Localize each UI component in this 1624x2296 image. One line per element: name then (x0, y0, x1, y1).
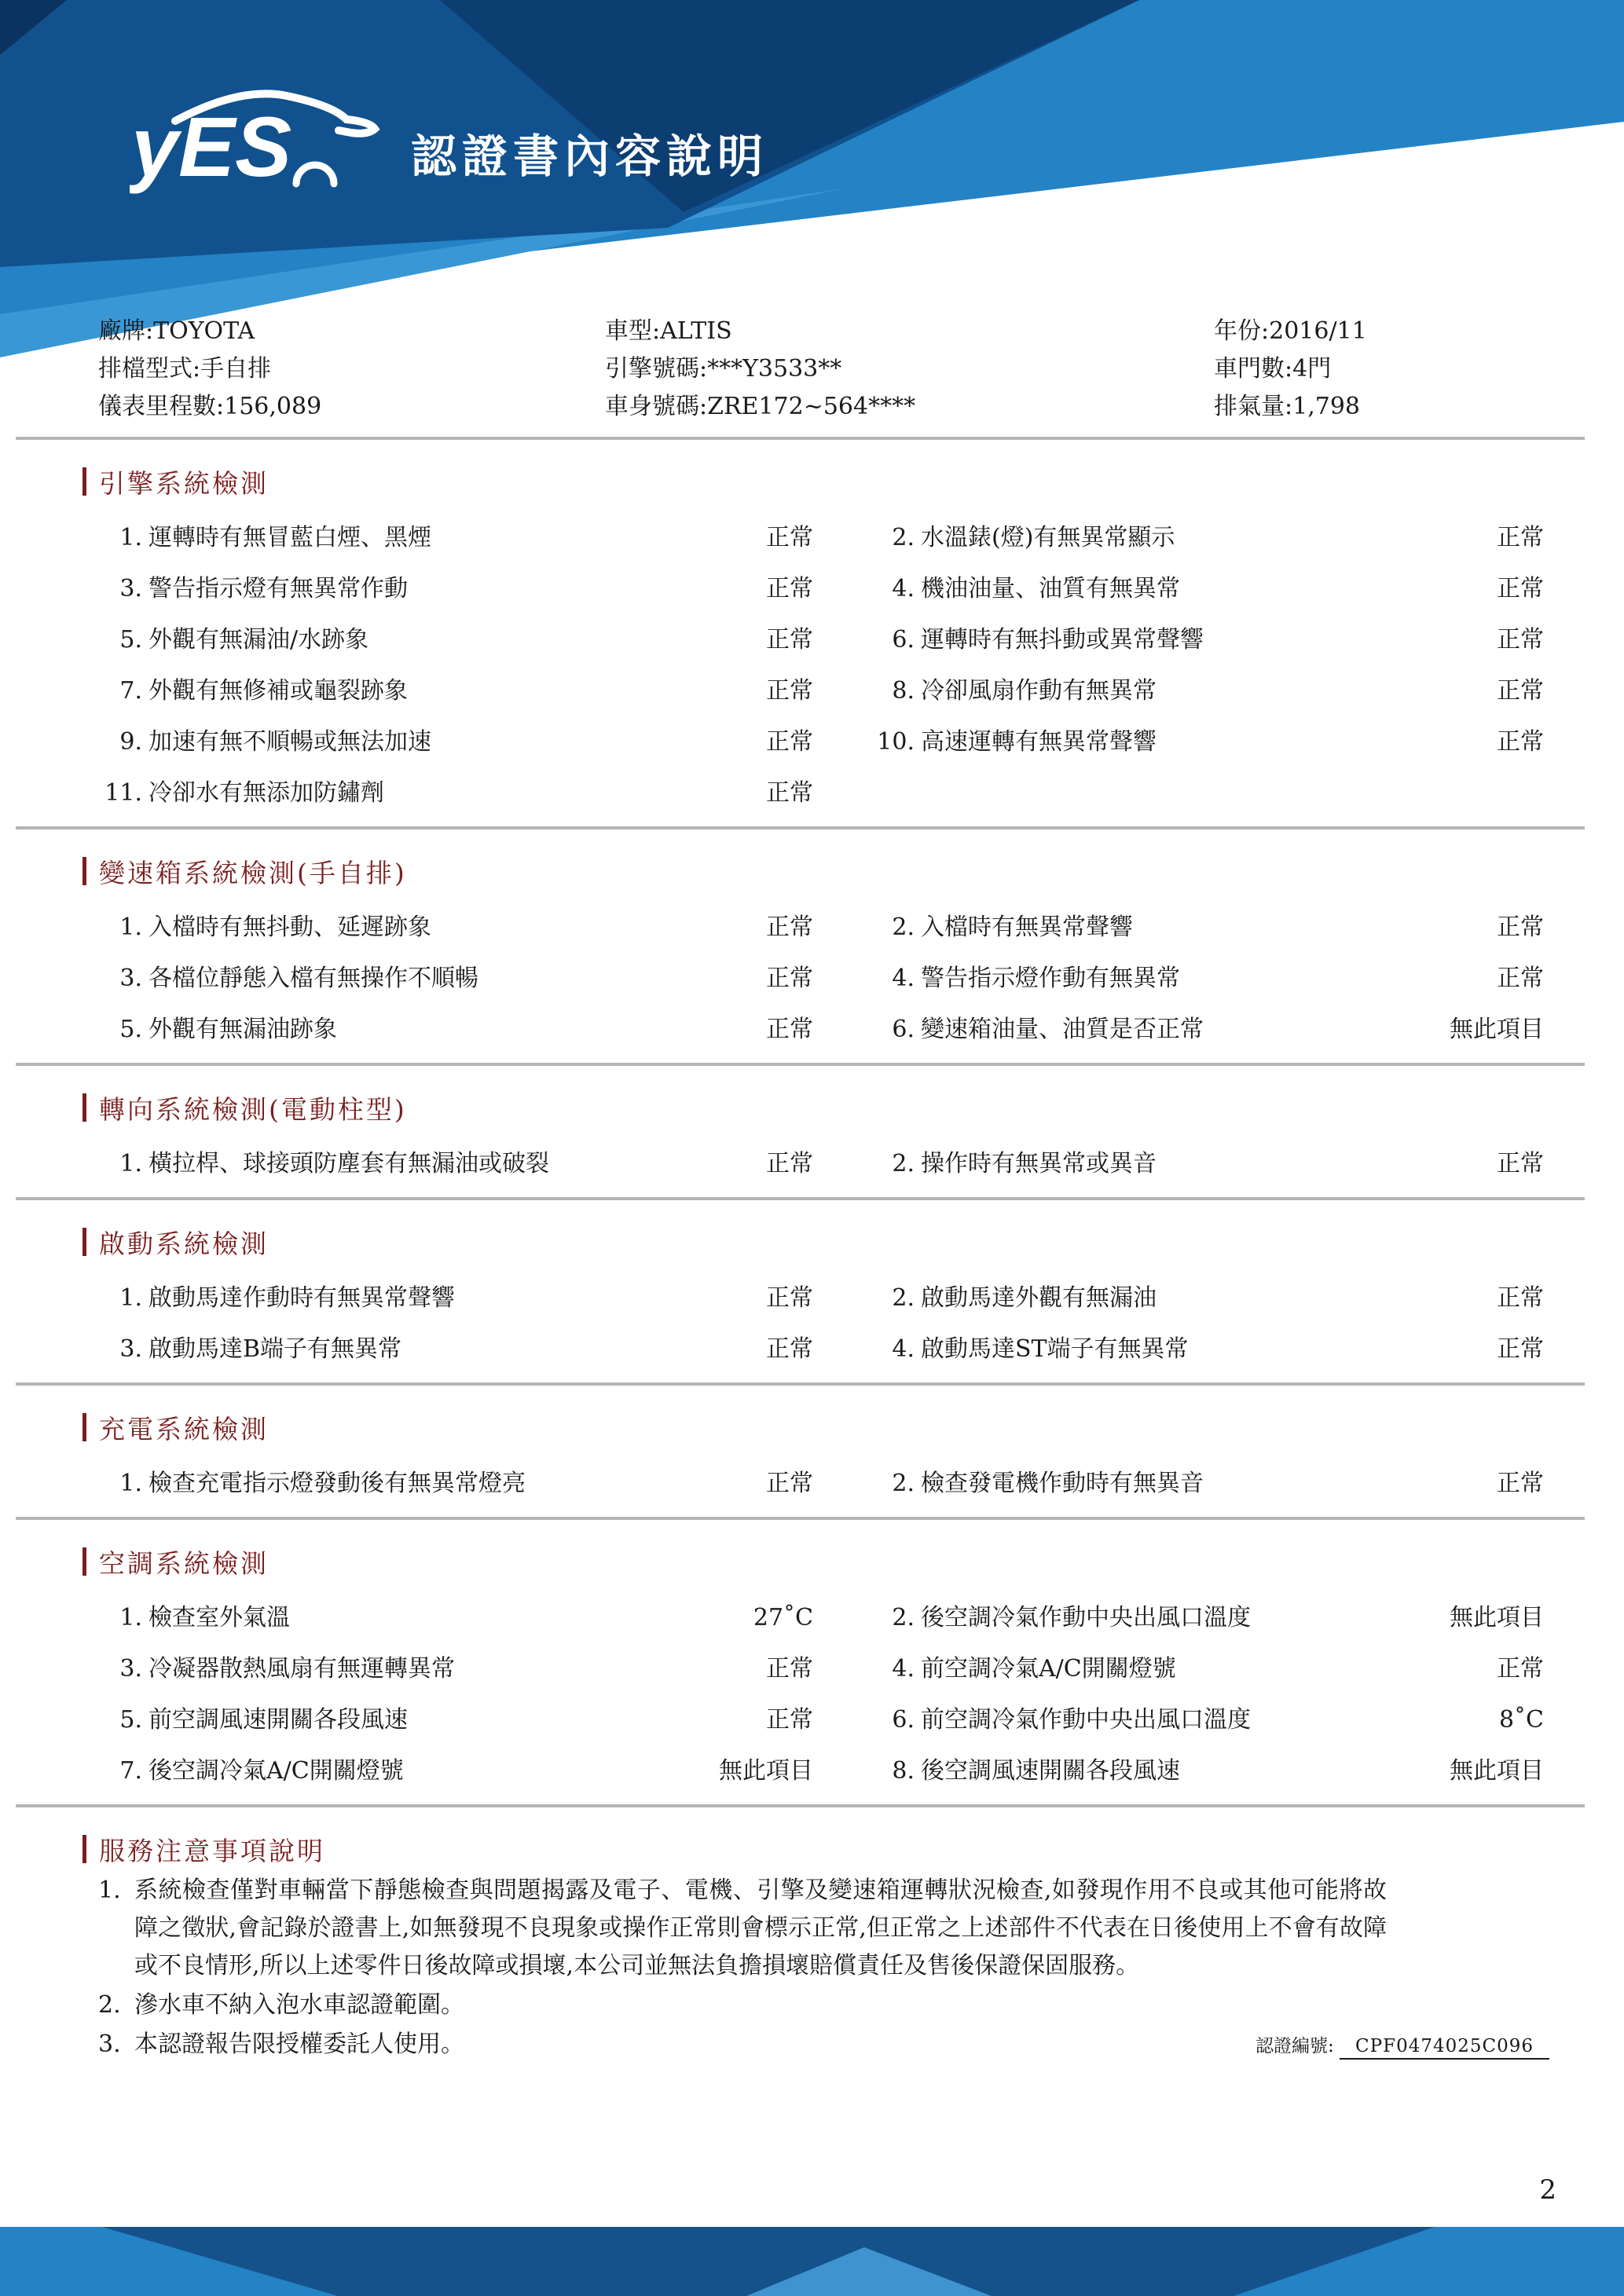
section-rows (98, 1455, 1544, 1506)
item-status: 正常 (766, 778, 813, 807)
section-title: 充電系統檢測 (99, 1413, 269, 1445)
checklist-item (98, 907, 813, 942)
item-number: 10. (877, 727, 915, 756)
checklist-item (98, 518, 813, 552)
divider (16, 1382, 1585, 1386)
checklist-item (871, 1700, 1544, 1734)
note-item (98, 1872, 1387, 1985)
item-text: 各檔位靜態入檔有無操作不順暢 (148, 964, 478, 992)
item-text: 啟動馬達B端子有無異常 (148, 1335, 402, 1363)
divider (16, 826, 1585, 829)
checklist-row (98, 1269, 1544, 1320)
divider (16, 1063, 1585, 1066)
item-number: 11. (104, 778, 142, 807)
checklist-row (98, 950, 1544, 1001)
checklist-item (871, 1598, 1544, 1632)
item-status: 正常 (766, 1335, 813, 1363)
divider (16, 1517, 1585, 1520)
item-number: 6. (892, 625, 915, 654)
item-text: 啟動馬達作動時有無異常聲響 (148, 1283, 455, 1312)
note-item (98, 2026, 1387, 2063)
section-rows (98, 1589, 1544, 1793)
item-number: 9. (119, 727, 142, 756)
title-bar (82, 857, 86, 885)
item-number: 6. (892, 1705, 915, 1734)
checklist-item (871, 1463, 1544, 1498)
note-number: 1. (98, 1877, 121, 1904)
section-rows (98, 899, 1544, 1052)
item-status: 正常 (766, 913, 813, 941)
item-number: 2. (892, 523, 915, 551)
checklist-item (871, 518, 1544, 552)
checklist-row (98, 1742, 1544, 1793)
item-text: 檢查充電指示燈發動後有無異常燈亮 (148, 1469, 526, 1497)
cert-number: CPF0474025C096 (1340, 2036, 1549, 2060)
item-status: 正常 (766, 964, 813, 992)
checklist-row (98, 509, 1544, 560)
checklist-item (98, 1649, 813, 1683)
checklist-item (98, 958, 813, 993)
item-status: 無此項目 (1450, 1603, 1544, 1631)
item-status: 正常 (766, 727, 813, 756)
section-title-row (82, 463, 1624, 500)
item-text: 外觀有無漏油/水跡象 (148, 625, 369, 654)
item-status: 正常 (1497, 676, 1544, 705)
item-status: 正常 (1497, 574, 1544, 602)
item-status: 正常 (1497, 964, 1544, 992)
item-status: 正常 (1497, 1469, 1544, 1497)
checklist-row (98, 899, 1544, 950)
divider (16, 1197, 1585, 1200)
checklist-item (871, 1329, 1544, 1364)
item-status: 無此項目 (1450, 1756, 1544, 1785)
checklist-item (98, 1751, 813, 1785)
item-number: 3. (119, 1654, 142, 1683)
vehicle-field: 車門數:4門 (1214, 355, 1332, 383)
yes-car-logo-icon (130, 72, 389, 202)
item-number: 6. (892, 1015, 915, 1043)
vehicle-field: 車型:ALTIS (605, 317, 732, 345)
checklist-row (98, 560, 1544, 611)
item-number: 2. (892, 913, 915, 941)
section-title: 啟動系統檢測 (99, 1228, 269, 1259)
item-status: 8˚C (1498, 1705, 1544, 1734)
item-number: 1. (119, 1283, 142, 1312)
item-status: 正常 (766, 574, 813, 602)
checklist-item (871, 671, 1544, 705)
notes-title-row (82, 1831, 1624, 1867)
section-title: 轉向系統檢測(電動柱型) (99, 1093, 407, 1125)
note-text: 系統檢查僅對車輛當下靜態檢查與問題揭露及電子、電機、引擎及變速箱運轉狀況檢查,如發現作用不良或其他可能將故障之徵狀,會記錄於證書上,如無發現不良現象或操作正常則會標示正常,但正常之上述部件不代表在日後使用上不會有故障或不良情形,所以上述零件日後故障或損壞,本公司並無法負擔損壞賠償責任及售後保證保固服務。 (134, 1877, 1387, 1979)
checklist-item (871, 1278, 1544, 1313)
cert-line (1256, 2031, 1549, 2057)
item-text: 機油油量、油質有無異常 (921, 574, 1180, 602)
item-text: 橫拉桿、球接頭防塵套有無漏油或破裂 (148, 1149, 549, 1177)
item-status: 正常 (766, 1654, 813, 1683)
item-status: 正常 (1497, 1149, 1544, 1177)
checklist-item (871, 1144, 1544, 1178)
sections (0, 463, 1624, 1807)
title-bar (82, 1835, 86, 1863)
item-number: 1. (119, 523, 142, 551)
item-number: 1. (119, 1603, 142, 1631)
item-status: 正常 (766, 1705, 813, 1734)
item-number: 5. (119, 625, 142, 654)
vehicle-field: 車身號碼:ZRE172~564**** (605, 393, 916, 420)
checklist-row (98, 1135, 1544, 1186)
title-bar (82, 467, 86, 496)
item-text: 運轉時有無冒藍白煙、黑煙 (148, 523, 431, 551)
item-number: 1. (119, 1469, 142, 1497)
item-text: 前空調風速開關各段風速 (148, 1705, 408, 1734)
item-status: 無此項目 (719, 1756, 813, 1785)
checklist-item (98, 569, 813, 603)
vehicle-info-column (1214, 313, 1577, 426)
checklist-item (98, 773, 813, 807)
section-rows (98, 1269, 1544, 1371)
item-text: 啟動馬達ST端子有無異常 (921, 1335, 1189, 1363)
checklist-item (871, 620, 1544, 654)
item-status: 正常 (766, 1015, 813, 1043)
checklist-item (98, 671, 813, 705)
title-bar (82, 1547, 86, 1576)
divider (16, 1804, 1585, 1807)
item-number: 3. (119, 964, 142, 992)
item-status: 正常 (1497, 1283, 1544, 1312)
checklist-row (98, 1001, 1544, 1052)
item-text: 入檔時有無抖動、延遲跡象 (148, 913, 431, 941)
item-text: 冷卻水有無添加防鏽劑 (148, 778, 384, 807)
title-bar (82, 1413, 86, 1441)
title-bar (82, 1093, 86, 1122)
vehicle-field: 儀表里程數:156,089 (98, 393, 322, 420)
item-number: 3. (119, 1335, 142, 1363)
item-status: 正常 (1497, 523, 1544, 551)
item-number: 2. (892, 1469, 915, 1497)
checklist-item (98, 1278, 813, 1313)
item-text: 後空調冷氣A/C開關燈號 (148, 1756, 404, 1785)
item-status: 正常 (766, 1469, 813, 1497)
item-number: 1. (119, 913, 142, 941)
item-number: 5. (119, 1015, 142, 1043)
vehicle-field: 排氣量:1,798 (1214, 393, 1360, 420)
item-number: 2. (892, 1603, 915, 1631)
svg-text:yES: yES (131, 99, 292, 194)
divider (16, 437, 1585, 440)
section-rows (98, 509, 1544, 815)
page-title: 認證書內容說明 (411, 130, 769, 182)
item-text: 前空調冷氣A/C開關燈號 (921, 1654, 1176, 1683)
section-title-row (82, 1089, 1624, 1126)
checklist-item (98, 1329, 813, 1364)
checklist-row (98, 713, 1544, 764)
item-text: 後空調冷氣作動中央出風口溫度 (921, 1603, 1251, 1631)
item-text: 高速運轉有無異常聲響 (921, 727, 1157, 756)
item-status: 正常 (1497, 913, 1544, 941)
vehicle-info-column (605, 313, 1214, 426)
checklist-item (98, 1009, 813, 1044)
cert-label: 認證編號: (1255, 2036, 1334, 2056)
section-title-row (82, 1409, 1624, 1445)
item-text: 操作時有無異常或異音 (921, 1149, 1157, 1177)
item-number: 7. (119, 1756, 142, 1785)
section-title-row (82, 853, 1624, 889)
checklist-item (871, 1649, 1544, 1683)
item-status: 正常 (1497, 1335, 1544, 1363)
checklist-item (98, 1700, 813, 1734)
item-number: 8. (892, 1756, 915, 1785)
service-notes (98, 1872, 1387, 2063)
item-text: 外觀有無修補或龜裂跡象 (148, 676, 408, 705)
checklist-row (98, 1455, 1544, 1506)
checklist-item (871, 1009, 1544, 1044)
note-number: 3. (98, 2031, 121, 2058)
checklist-row (98, 1640, 1544, 1691)
checklist-item (98, 1598, 813, 1632)
title-bar (82, 1228, 86, 1256)
section-title: 變速箱系統檢測(手自排) (99, 857, 407, 888)
checklist-row (98, 764, 1544, 815)
item-text: 啟動馬達外觀有無漏油 (921, 1283, 1157, 1312)
item-number: 3. (119, 574, 142, 602)
item-status: 正常 (1497, 1654, 1544, 1683)
note-item (98, 1987, 1387, 2024)
notes-title: 服務注意事項說明 (99, 1835, 325, 1866)
item-status: 正常 (1497, 625, 1544, 654)
item-status: 正常 (766, 523, 813, 551)
section-title-row (82, 1224, 1624, 1260)
vehicle-field: 廠牌:TOYOTA (98, 317, 255, 345)
item-number: 4. (892, 964, 915, 992)
item-text: 冷凝器散熱風扇有無運轉異常 (148, 1654, 455, 1683)
checklist-item (98, 1144, 813, 1178)
item-text: 後空調風速開關各段風速 (921, 1756, 1180, 1785)
item-number: 4. (892, 1335, 915, 1363)
vehicle-info (98, 313, 1577, 426)
item-number: 4. (892, 574, 915, 602)
item-text: 外觀有無漏油跡象 (148, 1015, 337, 1043)
item-text: 運轉時有無抖動或異常聲響 (921, 625, 1204, 654)
vehicle-field: 年份:2016/11 (1214, 317, 1367, 345)
brand-row (130, 72, 768, 202)
vehicle-field: 排檔型式:手自排 (98, 355, 272, 383)
item-text: 警告指示燈作動有無異常 (921, 964, 1180, 992)
item-number: 8. (892, 676, 915, 705)
item-text: 前空調冷氣作動中央出風口溫度 (921, 1705, 1251, 1734)
checklist-row (98, 611, 1544, 662)
checklist-row (98, 1589, 1544, 1640)
item-text: 水溫錶(燈)有無異常顯示 (921, 523, 1175, 551)
item-number: 2. (892, 1283, 915, 1312)
vehicle-info-column (98, 313, 605, 426)
vehicle-field: 引擎號碼:***Y3533** (605, 355, 842, 383)
checklist-item (98, 1463, 813, 1498)
note-text: 滲水車不納入泡水車認證範圍。 (134, 1991, 464, 2019)
item-text: 檢查室外氣溫 (148, 1603, 290, 1631)
note-text: 本認證報告限授權委託人使用。 (134, 2031, 464, 2058)
item-number: 4. (892, 1654, 915, 1683)
item-text: 加速有無不順暢或無法加速 (148, 727, 431, 756)
item-status: 27˚C (753, 1603, 813, 1631)
item-status: 正常 (766, 1283, 813, 1312)
page-number: 2 (1539, 2174, 1556, 2206)
checklist-item (871, 722, 1544, 756)
item-status: 正常 (766, 676, 813, 705)
checklist-item (98, 722, 813, 756)
item-status: 正常 (1497, 727, 1544, 756)
checklist-row (98, 1320, 1544, 1371)
item-text: 變速箱油量、油質是否正常 (921, 1015, 1204, 1043)
item-number: 5. (119, 1705, 142, 1734)
section-title: 空調系統檢測 (99, 1547, 269, 1579)
checklist-item (871, 569, 1544, 603)
checklist-item (98, 620, 813, 654)
item-text: 警告指示燈有無異常作動 (148, 574, 408, 602)
item-status: 正常 (766, 625, 813, 654)
item-status: 無此項目 (1450, 1015, 1544, 1043)
section-title-row (82, 1543, 1624, 1580)
checklist-item (871, 1751, 1544, 1785)
checklist-item (871, 958, 1544, 993)
checklist-row (98, 1691, 1544, 1742)
section-rows (98, 1135, 1544, 1186)
item-text: 冷卻風扇作動有無異常 (921, 676, 1157, 705)
content (0, 313, 1624, 2063)
item-number: 7. (119, 676, 142, 705)
item-number: 1. (119, 1149, 142, 1177)
item-text: 入檔時有無異常聲響 (921, 913, 1133, 941)
section-title: 引擎系統檢測 (99, 467, 269, 499)
item-text: 檢查發電機作動時有無異音 (921, 1469, 1204, 1497)
item-number: 2. (892, 1149, 915, 1177)
footer-banner (0, 2227, 1624, 2296)
checklist-row (98, 662, 1544, 713)
note-number: 2. (98, 1991, 121, 2019)
checklist-item (871, 907, 1544, 942)
item-status: 正常 (766, 1149, 813, 1177)
